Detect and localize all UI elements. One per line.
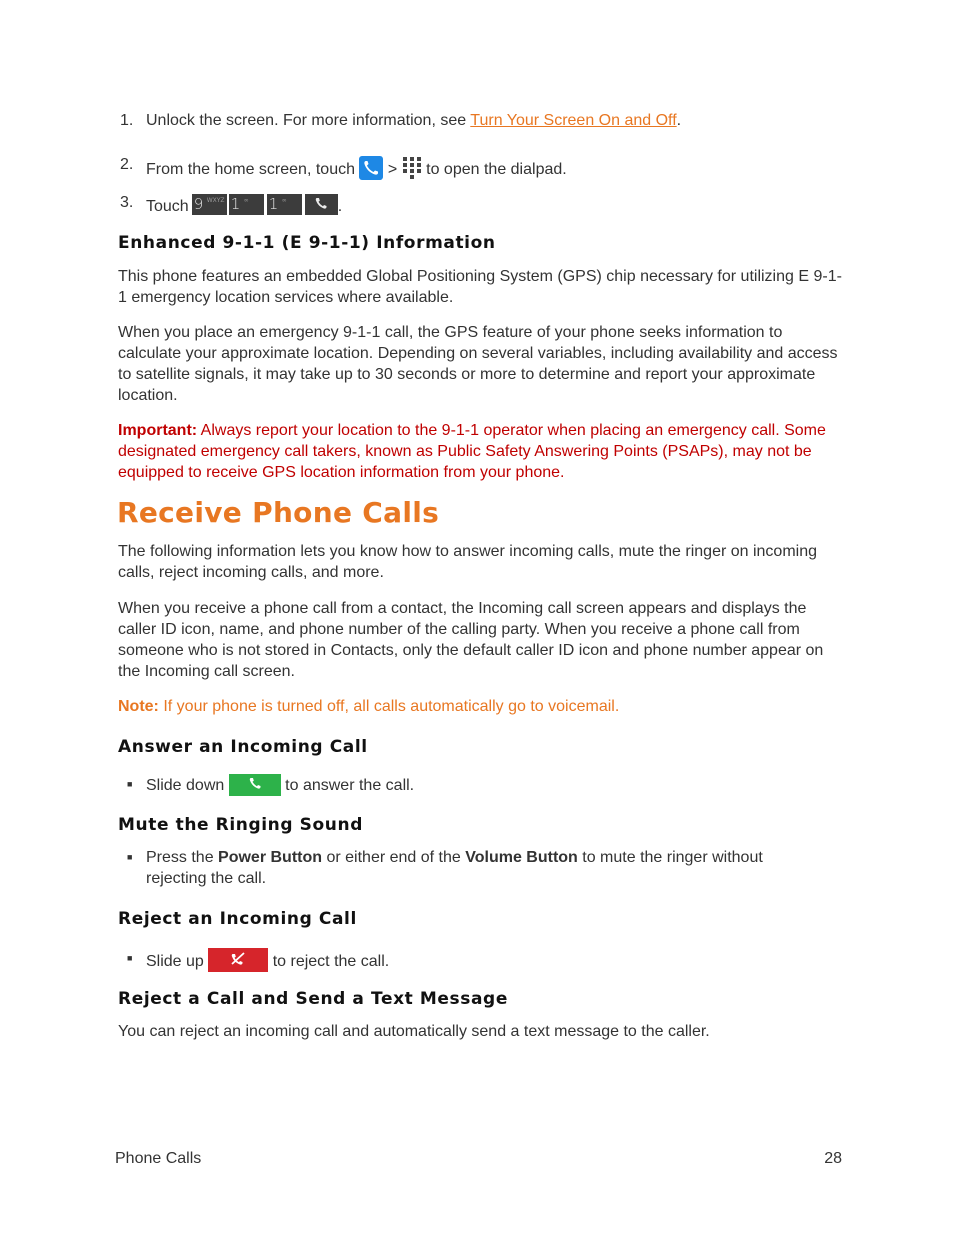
receive-paragraph-1: The following information lets you know how to answer incoming calls, mute the ringer on incoming calls, reject incoming calls, and more. <box>118 543 818 581</box>
phone-app-icon <box>359 156 383 185</box>
step-3-number: 3. <box>120 194 134 211</box>
mute-bullet-text <box>146 847 826 889</box>
important-text: Always report your location to the 9-1-1 operator when placing an emergency call. Some designated emergency call takers, known as Public Safety Answering Points (PSAPs), may not be equipped to receive GPS location information from your phone. <box>118 422 826 481</box>
key-1-voicemail: ∞ <box>243 197 249 204</box>
step-2-text <box>146 156 567 185</box>
step-2-number: 2. <box>120 156 134 173</box>
mute-text-3: to mute the ringer without rejecting the call. <box>146 849 763 887</box>
dialpad-key-9 <box>192 194 227 215</box>
key-9-digit: 9 <box>193 195 204 213</box>
reject-bullet-text <box>146 948 389 977</box>
important-notice <box>118 420 843 483</box>
reject-button-icon <box>208 948 268 977</box>
dialpad-key-1-second <box>267 194 302 215</box>
e911-heading: Enhanced 9-1-1 (E 9-1-1) Information <box>118 233 496 253</box>
step-1-period: . <box>676 112 682 129</box>
key-1-digit: 1 <box>230 195 241 213</box>
e911-paragraph-2: When you place an emergency 9-1-1 call, the GPS feature of your phone seeks information to calculate your approximate location. Depending on several variables, including availability and access to satellite signals, it may take up to 30 seconds or more to determine and report your approximate location. <box>118 324 838 404</box>
voicemail-note <box>118 696 843 717</box>
volume-button-label: Volume Button <box>465 849 578 866</box>
bullet: ■ <box>127 953 133 963</box>
receive-calls-title: Receive Phone Calls <box>117 496 440 529</box>
reject-text-before: Slide up <box>146 953 209 970</box>
mute-text-2: or either end of the <box>322 849 466 866</box>
turn-screen-on-off-link[interactable]: Turn Your Screen On and Off <box>470 112 677 129</box>
answer-button-icon <box>229 774 281 801</box>
dialpad-icon <box>402 156 422 185</box>
key-9-letters: WXYZ <box>206 197 225 204</box>
bullet: ■ <box>127 779 133 789</box>
answer-text-after: to answer the call. <box>280 777 415 794</box>
power-button-label: Power Button <box>218 849 323 866</box>
mute-heading: Mute the Ringing Sound <box>118 815 363 835</box>
page-number: 28 <box>824 1150 842 1167</box>
note-label: Note: <box>118 698 159 715</box>
e911-paragraph-1: This phone features an embedded Global Positioning System (GPS) chip necessary for utilizing E 9-1-1 emergency location services where available. <box>118 268 842 306</box>
key-1-digit: 1 <box>268 195 279 213</box>
dialpad-key-1 <box>229 194 264 215</box>
step-3-text <box>146 194 342 216</box>
phone-call-icon <box>305 194 338 215</box>
receive-paragraph-2: When you receive a phone call from a contact, the Incoming call screen appears and displays the caller ID icon, name, and phone number of the calling party. When you receive a phone call from someone who is not stored in Contacts, only the default caller ID icon and phone number appear on the Incoming call screen. <box>118 600 824 680</box>
footer-section-title: Phone Calls <box>115 1150 202 1167</box>
reject-text-message-paragraph: You can reject an incoming call and automatically send a text message to the caller. <box>118 1023 710 1040</box>
reject-heading: Reject an Incoming Call <box>118 909 357 929</box>
step-2-text-after: to open the dialpad. <box>426 161 567 178</box>
step-2-separator: > <box>387 161 398 178</box>
answer-bullet-text <box>146 774 414 801</box>
important-label: Important: <box>118 422 198 439</box>
step-1-text-before: Unlock the screen. For more information, see <box>146 112 471 129</box>
reject-text-message-heading: Reject a Call and Send a Text Message <box>118 989 508 1009</box>
step-1-number: 1. <box>120 112 134 129</box>
answer-heading: Answer an Incoming Call <box>118 737 368 757</box>
step-2-text-before: From the home screen, touch <box>146 161 355 178</box>
step-3-text-before: Touch <box>146 198 189 215</box>
step-3-period: . <box>337 198 343 215</box>
dial-call-key <box>305 194 338 215</box>
bullet: ■ <box>127 852 133 862</box>
mute-text-1: Press the <box>146 849 219 866</box>
reject-text-after: to reject the call. <box>268 953 390 970</box>
key-1-voicemail: ∞ <box>281 197 287 204</box>
step-1-text <box>146 112 681 130</box>
note-text: If your phone is turned off, all calls automatically go to voicemail. <box>158 698 620 715</box>
answer-text-before: Slide down <box>146 777 229 794</box>
